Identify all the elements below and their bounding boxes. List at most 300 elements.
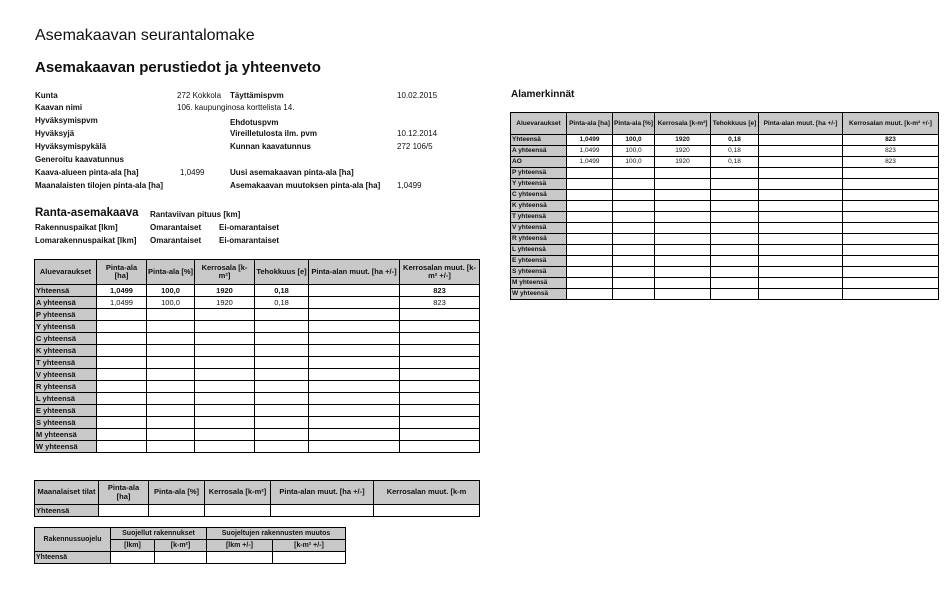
aluevaraukset-table <box>34 259 480 453</box>
row-label: Y yhteensä <box>35 321 97 333</box>
table-cell <box>255 381 309 393</box>
table-cell <box>255 345 309 357</box>
row-label: Yhteensä <box>35 505 99 517</box>
maanalaiset-table <box>34 480 480 517</box>
suojelu-sub-header: [lkm] <box>111 540 155 552</box>
suojelu-sub-header: [k-m² +/-] <box>273 540 346 552</box>
table-cell <box>613 289 655 300</box>
muutos-group-header: Suojeltujen rakennusten muutos <box>207 528 346 540</box>
ehdotuspvm-label: Ehdotuspvm <box>230 118 279 127</box>
table-cell <box>759 289 843 300</box>
kaavan-nimi-label: Kaavan nimi <box>35 103 83 112</box>
column-header: Aluevaraukset <box>35 260 97 285</box>
table-cell <box>759 256 843 267</box>
table-cell: 1,0499 <box>567 146 613 157</box>
table-row <box>35 381 480 393</box>
column-header: Pinta-ala [%] <box>149 481 205 505</box>
column-header: Aluevaraukset <box>511 113 567 135</box>
table-cell <box>309 405 400 417</box>
table-cell <box>567 267 613 278</box>
table-row <box>511 278 939 289</box>
row-label: S yhteensä <box>511 267 567 278</box>
table-cell <box>147 321 195 333</box>
kaavan-nimi-value: 106. kaupunginosa korttelista 14. <box>177 103 295 112</box>
table-row <box>511 146 939 157</box>
table-cell <box>843 278 939 289</box>
table-cell <box>195 393 255 405</box>
kunta-label: Kunta <box>35 91 58 100</box>
row-label: P yhteensä <box>511 168 567 179</box>
table-cell <box>400 417 480 429</box>
hyvaksymispvm-label: Hyväksymispvm <box>35 116 98 125</box>
kaava-alue-label: Kaava-alueen pinta-ala [ha] <box>35 168 139 177</box>
table-cell <box>255 441 309 453</box>
kaavatunnus-value: 272 106/5 <box>397 142 433 151</box>
vireille-value: 10.12.2014 <box>397 129 438 138</box>
table-cell <box>843 212 939 223</box>
rak-ei-omarantaiset: Ei-omarantaiset <box>219 223 280 232</box>
table-row <box>511 245 939 256</box>
table-cell <box>255 321 309 333</box>
table-row <box>35 333 480 345</box>
table-cell <box>613 267 655 278</box>
table-row <box>35 285 480 297</box>
table-cell <box>843 267 939 278</box>
table-cell <box>97 345 147 357</box>
table-cell <box>309 441 400 453</box>
table-row <box>35 505 480 517</box>
column-header: Kerrosalan muut. [k-m² +/-] <box>843 113 939 135</box>
row-label: R yhteensä <box>35 381 97 393</box>
table-cell <box>147 333 195 345</box>
table-row <box>35 369 480 381</box>
row-label: Yhteensä <box>35 552 111 564</box>
table-cell <box>843 201 939 212</box>
table-cell <box>843 245 939 256</box>
table-cell <box>711 234 759 245</box>
table-cell <box>255 405 309 417</box>
row-label: Yhteensä <box>511 135 567 146</box>
table-cell <box>400 333 480 345</box>
table-cell <box>255 429 309 441</box>
row-label: V yhteensä <box>511 223 567 234</box>
table-cell <box>195 381 255 393</box>
table-cell <box>205 505 271 517</box>
suojelu-header: Rakennussuojelu <box>35 528 111 552</box>
table-cell: 823 <box>843 157 939 168</box>
rak-omarantaiset: Omarantaiset <box>150 223 202 232</box>
table-cell <box>147 393 195 405</box>
muutos-value: 1,0499 <box>397 181 422 190</box>
row-label: C yhteensä <box>511 190 567 201</box>
table-cell: 100,0 <box>613 146 655 157</box>
table-cell <box>147 405 195 417</box>
table-cell <box>195 309 255 321</box>
table-cell <box>255 369 309 381</box>
table-cell <box>97 441 147 453</box>
column-header: Pinta-ala [ha] <box>567 113 613 135</box>
table-cell <box>711 168 759 179</box>
table-cell <box>195 369 255 381</box>
table-cell <box>255 309 309 321</box>
table-cell <box>309 393 400 405</box>
table-cell <box>711 256 759 267</box>
table-cell <box>655 168 711 179</box>
table-cell <box>759 245 843 256</box>
row-label: A yhteensä <box>511 146 567 157</box>
loma-ei-omarantaiset: Ei-omarantaiset <box>219 236 280 245</box>
table-row <box>511 234 939 245</box>
table-cell <box>309 321 400 333</box>
row-label: Y yhteensä <box>511 179 567 190</box>
generoitu-label: Generoitu kaavatunnus <box>35 155 124 164</box>
table-cell <box>759 234 843 245</box>
table-row <box>35 405 480 417</box>
table-cell <box>147 357 195 369</box>
table-cell <box>759 190 843 201</box>
column-header: Pinta-alan muut. [ha +/-] <box>309 260 400 285</box>
table-cell <box>711 245 759 256</box>
table-cell <box>400 309 480 321</box>
table-cell <box>759 278 843 289</box>
rantaviiva-label: Rantaviivan pituus [km] <box>150 210 241 219</box>
table-cell <box>655 289 711 300</box>
table-cell <box>567 168 613 179</box>
row-label: M yhteensä <box>35 429 97 441</box>
table-cell <box>255 357 309 369</box>
table-cell <box>97 381 147 393</box>
row-label: V yhteensä <box>35 369 97 381</box>
row-label: E yhteensä <box>511 256 567 267</box>
table-cell: 823 <box>400 297 480 309</box>
table-cell <box>613 212 655 223</box>
table-row <box>511 223 939 234</box>
table-cell <box>655 201 711 212</box>
table-cell <box>255 333 309 345</box>
table-cell <box>97 405 147 417</box>
table-cell <box>613 201 655 212</box>
table-cell <box>655 234 711 245</box>
table-cell <box>400 429 480 441</box>
table-cell <box>711 223 759 234</box>
row-label: T yhteensä <box>511 212 567 223</box>
table-cell <box>711 201 759 212</box>
column-header: Maanalaiset tilat <box>35 481 99 505</box>
table-cell <box>147 345 195 357</box>
table-cell <box>147 309 195 321</box>
table-row <box>511 135 939 146</box>
table-cell <box>843 256 939 267</box>
table-cell <box>567 179 613 190</box>
table-cell <box>655 267 711 278</box>
table-cell <box>655 256 711 267</box>
column-header: Kerrosalan muut. [k-m² +/-] <box>400 260 480 285</box>
table-row <box>511 190 939 201</box>
table-cell: 823 <box>400 285 480 297</box>
table-row <box>35 417 480 429</box>
table-cell <box>567 201 613 212</box>
hyvaksyja-label: Hyväksyjä <box>35 129 75 138</box>
table-cell <box>567 245 613 256</box>
column-header: Pinta-ala [%] <box>613 113 655 135</box>
table-cell: 100,0 <box>613 135 655 146</box>
table-cell <box>195 429 255 441</box>
table-cell <box>567 234 613 245</box>
tayttamispvm-value: 10.02.2015 <box>397 91 438 100</box>
table-cell <box>711 267 759 278</box>
table-row <box>511 168 939 179</box>
table-cell <box>843 179 939 190</box>
table-cell <box>655 179 711 190</box>
suojelu-sub-header: [lkm +/-] <box>207 540 273 552</box>
table-cell <box>207 552 273 564</box>
table-cell: 1920 <box>655 135 711 146</box>
table-cell <box>195 345 255 357</box>
row-label: C yhteensä <box>35 333 97 345</box>
row-label: T yhteensä <box>35 357 97 369</box>
table-cell: 1920 <box>195 285 255 297</box>
row-label: K yhteensä <box>35 345 97 357</box>
table-cell <box>759 201 843 212</box>
table-cell <box>759 267 843 278</box>
table-cell <box>195 405 255 417</box>
table-cell <box>97 357 147 369</box>
table-cell <box>400 441 480 453</box>
table-cell <box>711 212 759 223</box>
table-cell: 100,0 <box>147 285 195 297</box>
table-cell: 1,0499 <box>567 135 613 146</box>
table-cell <box>309 333 400 345</box>
table-cell <box>759 146 843 157</box>
table-cell: 0,18 <box>711 135 759 146</box>
column-header: Pinta-ala [ha] <box>97 260 147 285</box>
table-cell <box>655 223 711 234</box>
table-cell <box>273 552 346 564</box>
kaavatunnus-label: Kunnan kaavatunnus <box>230 142 311 151</box>
table-cell <box>195 333 255 345</box>
table-cell <box>843 168 939 179</box>
table-cell <box>309 369 400 381</box>
uusi-label: Uusi asemakaavan pinta-ala [ha] <box>230 168 354 177</box>
ranta-title: Ranta-asemakaava <box>35 207 139 219</box>
table-cell <box>655 245 711 256</box>
table-cell <box>567 278 613 289</box>
table-cell: 1920 <box>195 297 255 309</box>
table-cell: 1,0499 <box>97 285 147 297</box>
vireille-label: Vireilletulosta ilm. pvm <box>230 129 317 138</box>
table-cell <box>309 285 400 297</box>
table-cell: 1,0499 <box>567 157 613 168</box>
table-cell <box>843 234 939 245</box>
loma-omarantaiset: Omarantaiset <box>150 236 202 245</box>
column-header: Tehokkuus [e] <box>711 113 759 135</box>
table-cell <box>759 223 843 234</box>
table-cell <box>843 289 939 300</box>
table-cell <box>567 190 613 201</box>
table-row <box>35 357 480 369</box>
table-cell <box>97 393 147 405</box>
tayttamispvm-label: Täyttämispvm <box>230 91 284 100</box>
table-cell <box>195 321 255 333</box>
table-cell <box>111 552 155 564</box>
table-cell: 0,18 <box>711 146 759 157</box>
maanalaisten-label: Maanalaisten tilojen pinta-ala [ha] <box>35 181 164 190</box>
table-row <box>35 309 480 321</box>
table-cell <box>400 405 480 417</box>
row-label: L yhteensä <box>35 393 97 405</box>
table-cell <box>155 552 207 564</box>
table-cell <box>400 381 480 393</box>
table-row <box>35 441 480 453</box>
table-row <box>35 321 480 333</box>
table-cell: 1920 <box>655 146 711 157</box>
table-cell <box>613 190 655 201</box>
row-label: AO <box>511 157 567 168</box>
alamerkinnat-table <box>510 112 939 300</box>
table-cell <box>613 179 655 190</box>
table-cell <box>711 190 759 201</box>
table-row <box>511 212 939 223</box>
table-cell <box>759 212 843 223</box>
table-cell <box>147 429 195 441</box>
row-label: A yhteensä <box>35 297 97 309</box>
table-cell <box>97 333 147 345</box>
table-cell: 823 <box>843 146 939 157</box>
table-cell <box>195 441 255 453</box>
table-cell <box>843 190 939 201</box>
muutos-label: Asemakaavan muutoksen pinta-ala [ha] <box>230 181 381 190</box>
table-cell <box>613 245 655 256</box>
table-cell <box>655 190 711 201</box>
kunta-value: 272 Kokkola <box>177 91 222 100</box>
column-header: Kerrosala [k-m²] <box>205 481 271 505</box>
table-cell: 100,0 <box>613 157 655 168</box>
row-label: M yhteensä <box>511 278 567 289</box>
column-header: Kerrosalan muut. [k-m <box>374 481 480 505</box>
table-cell <box>400 393 480 405</box>
table-row <box>511 267 939 278</box>
row-label: R yhteensä <box>511 234 567 245</box>
table-cell <box>255 417 309 429</box>
table-cell <box>195 417 255 429</box>
table-cell: 0,18 <box>255 285 309 297</box>
rakennussuojelu-table <box>34 527 346 564</box>
table-cell: 1920 <box>655 157 711 168</box>
column-header: Kerrosala [k-m²] <box>195 260 255 285</box>
table-cell <box>255 393 309 405</box>
page-title: Asemakaavan seurantalomake <box>35 27 255 44</box>
table-row <box>35 393 480 405</box>
table-row <box>35 345 480 357</box>
table-cell <box>567 212 613 223</box>
table-cell <box>613 168 655 179</box>
table-row <box>35 297 480 309</box>
table-cell <box>655 212 711 223</box>
table-cell <box>400 369 480 381</box>
table-cell <box>309 429 400 441</box>
hyvaksymispykala-label: Hyväksymispykälä <box>35 142 107 151</box>
table-cell <box>843 223 939 234</box>
table-cell <box>97 321 147 333</box>
row-label: E yhteensä <box>35 405 97 417</box>
table-row <box>35 552 346 564</box>
table-row <box>511 256 939 267</box>
table-cell <box>400 321 480 333</box>
table-cell <box>309 417 400 429</box>
table-cell <box>759 168 843 179</box>
alamerkinnat-title: Alamerkinnät <box>511 89 575 100</box>
table-cell <box>613 234 655 245</box>
table-cell <box>147 369 195 381</box>
kaava-alue-value: 1,0499 <box>180 168 205 177</box>
table-cell <box>97 369 147 381</box>
table-cell <box>759 179 843 190</box>
table-cell <box>309 345 400 357</box>
table-cell <box>759 135 843 146</box>
table-cell <box>711 179 759 190</box>
table-cell <box>99 505 149 517</box>
column-header: Pinta-alan muut. [ha +/-] <box>271 481 374 505</box>
table-row <box>35 429 480 441</box>
table-cell: 100,0 <box>147 297 195 309</box>
table-cell <box>613 256 655 267</box>
column-header: Pinta-ala [%] <box>147 260 195 285</box>
table-cell <box>309 357 400 369</box>
table-cell <box>711 289 759 300</box>
table-cell <box>149 505 205 517</box>
table-cell <box>655 278 711 289</box>
row-label: Yhteensä <box>35 285 97 297</box>
table-cell: 1,0499 <box>97 297 147 309</box>
row-label: L yhteensä <box>511 245 567 256</box>
rakennuspaikat-label: Rakennuspaikat [lkm] <box>35 223 118 232</box>
table-cell <box>567 289 613 300</box>
table-cell <box>195 357 255 369</box>
row-label: S yhteensä <box>35 417 97 429</box>
table-row <box>511 201 939 212</box>
section-title-basics: Asemakaavan perustiedot ja yhteenveto <box>35 59 321 76</box>
table-cell <box>147 381 195 393</box>
row-label: W yhteensä <box>511 289 567 300</box>
table-cell <box>309 297 400 309</box>
table-cell <box>759 157 843 168</box>
table-cell <box>567 256 613 267</box>
column-header: Pinta-ala [ha] <box>99 481 149 505</box>
row-label: W yhteensä <box>35 441 97 453</box>
column-header: Kerrosala [k-m²] <box>655 113 711 135</box>
table-row <box>511 157 939 168</box>
table-cell <box>97 429 147 441</box>
row-label: P yhteensä <box>35 309 97 321</box>
table-cell <box>147 417 195 429</box>
table-cell <box>567 223 613 234</box>
table-cell <box>374 505 480 517</box>
table-cell <box>97 309 147 321</box>
table-row <box>511 179 939 190</box>
table-cell <box>309 309 400 321</box>
table-cell <box>613 278 655 289</box>
column-header: Pinta-alan muut. [ha +/-] <box>759 113 843 135</box>
suojellut-group-header: Suojellut rakennukset <box>111 528 207 540</box>
table-cell: 0,18 <box>255 297 309 309</box>
lomarakennuspaikat-label: Lomarakennuspaikat [lkm] <box>35 236 137 245</box>
table-cell <box>400 357 480 369</box>
table-cell <box>400 345 480 357</box>
table-cell <box>97 417 147 429</box>
table-cell <box>271 505 374 517</box>
table-cell <box>613 223 655 234</box>
table-cell <box>309 381 400 393</box>
